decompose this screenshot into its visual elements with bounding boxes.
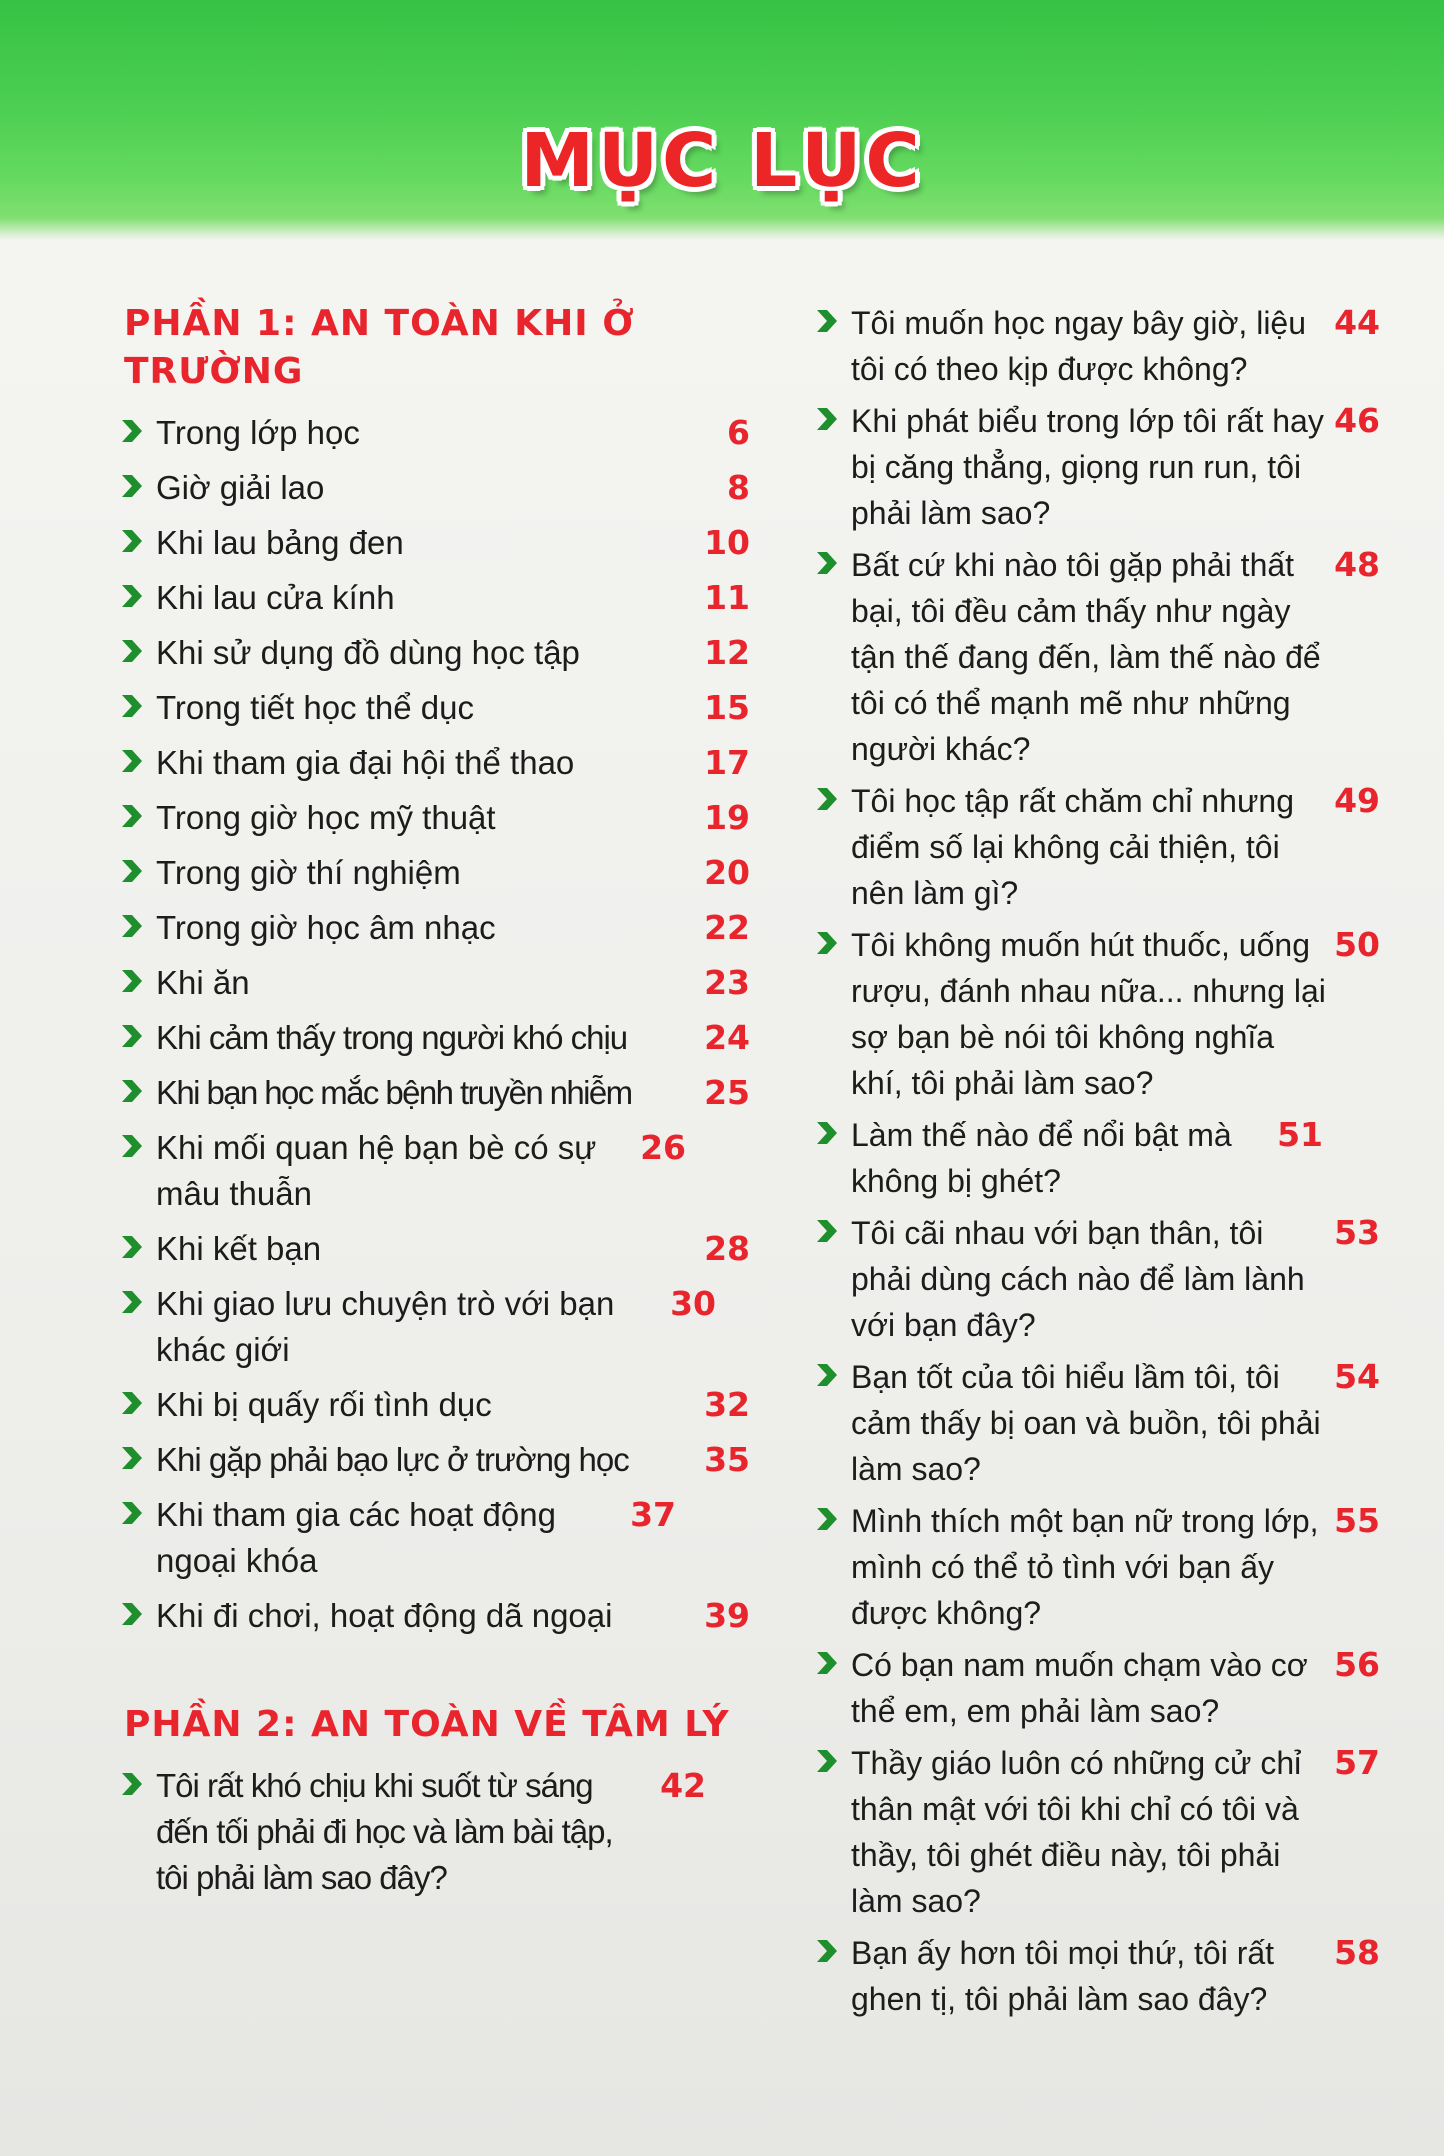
toc-entry-page: 56 [1334, 1645, 1380, 1684]
toc-entry-page: 10 [704, 523, 750, 562]
chevron-right-icon [815, 1112, 847, 1154]
toc-entry[interactable] [120, 1015, 750, 1061]
section-title-part-2: PHẦN 2: AN TOÀN VỀ TÂM LÝ [124, 1704, 730, 1745]
toc-list-part-1 [120, 410, 750, 1639]
toc-entry-text: Bạn ấy hơn tôi mọi thứ, tôi rất ghen tị, tôi phải làm sao đây? [851, 1935, 1275, 2017]
toc-entry-page: 24 [704, 1018, 750, 1057]
toc-entry-page: 28 [704, 1229, 750, 1268]
toc-entry[interactable] [815, 922, 1380, 1106]
toc-entry-page: 32 [704, 1385, 750, 1424]
page-title: MỤC LỤC [520, 118, 924, 204]
chevron-right-icon [120, 520, 152, 562]
toc-entry-text: Bạn tốt của tôi hiểu lầm tôi, tôi cảm thấy bị oan và buồn, tôi phải làm sao? [851, 1359, 1321, 1487]
toc-entry-text: Khi bị quấy rối tình dục [156, 1386, 492, 1423]
chevron-right-icon [815, 1930, 847, 1972]
toc-entry-text: Trong tiết học thể dục [156, 689, 474, 726]
toc-entry-text: Tôi rất khó chịu khi suốt từ sáng đến tối phải đi học và làm bài tập, tôi phải làm sao đây? [156, 1767, 613, 1896]
chevron-right-icon [815, 1354, 847, 1396]
toc-list-part-2-right [815, 300, 1380, 2022]
toc-entry[interactable] [815, 778, 1380, 916]
toc-entry[interactable] [120, 465, 750, 511]
toc-entry[interactable] [120, 1492, 750, 1584]
toc-entry[interactable] [120, 685, 750, 731]
toc-entry-text: Khi giao lưu chuyện trò với bạn khác giới [156, 1285, 615, 1368]
toc-entry-text: Khi lau bảng đen [156, 524, 404, 561]
toc-entry-text: Tôi cãi nhau với bạn thân, tôi phải dùng cách nào để làm lành với bạn đây? [851, 1215, 1305, 1343]
chevron-right-icon [120, 1125, 152, 1167]
chevron-right-icon [815, 542, 847, 584]
toc-right-column [815, 300, 1380, 2028]
toc-entry-page: 46 [1334, 401, 1380, 440]
chevron-right-icon [120, 1070, 152, 1112]
toc-entry-text: Trong giờ thí nghiệm [156, 854, 461, 891]
toc-entry-page: 44 [1334, 303, 1380, 342]
toc-entry-page: 55 [1334, 1501, 1380, 1540]
toc-list-part-2-left [120, 1763, 750, 1901]
chevron-right-icon [120, 850, 152, 892]
toc-entry[interactable] [815, 1642, 1380, 1734]
chevron-right-icon [120, 1015, 152, 1057]
toc-entry[interactable] [120, 960, 750, 1006]
toc-entry[interactable] [120, 1281, 750, 1373]
chevron-right-icon [120, 1226, 152, 1268]
chevron-right-icon [120, 575, 152, 617]
chevron-right-icon [120, 1437, 152, 1479]
chevron-right-icon [120, 410, 152, 452]
toc-entry-page: 53 [1334, 1213, 1380, 1252]
toc-entry[interactable] [815, 1354, 1380, 1492]
toc-entry[interactable] [120, 1382, 750, 1428]
toc-entry-page: 15 [704, 688, 750, 727]
toc-entry-page: 26 [640, 1128, 686, 1167]
toc-entry-text: Thầy giáo luôn có những cử chỉ thân mật với tôi khi chỉ có tôi và thầy, tôi ghét điều này, tôi phải làm sao? [851, 1745, 1302, 1919]
chevron-right-icon [120, 630, 152, 672]
toc-entry-text: Mình thích một bạn nữ trong lớp, mình có thể tỏ tình với bạn ấy được không? [851, 1503, 1319, 1631]
toc-entry-text: Tôi không muốn hút thuốc, uống rượu, đánh nhau nữa... nhưng lại sợ bạn bè nói tôi không nghĩa khí, tôi phải làm sao? [851, 927, 1326, 1101]
toc-entry-page: 25 [704, 1073, 750, 1112]
toc-entry[interactable] [815, 1210, 1380, 1348]
chevron-right-icon [120, 740, 152, 782]
toc-entry-page: 30 [670, 1284, 716, 1323]
toc-entry-page: 42 [660, 1766, 706, 1805]
chevron-right-icon [120, 795, 152, 837]
toc-entry-page: 57 [1334, 1743, 1380, 1782]
toc-left-column [120, 300, 750, 1910]
toc-entry[interactable] [120, 905, 750, 951]
toc-entry-page: 11 [704, 578, 750, 617]
toc-entry-text: Khi cảm thấy trong người khó chịu [156, 1019, 628, 1056]
toc-entry-page: 22 [704, 908, 750, 947]
toc-entry-page: 54 [1334, 1357, 1380, 1396]
toc-entry-page: 48 [1334, 545, 1380, 584]
toc-entry[interactable] [120, 850, 750, 896]
toc-entry-text: Khi tham gia các hoạt động ngoại khóa [156, 1496, 556, 1579]
chevron-right-icon [120, 960, 152, 1002]
toc-entry-text: Khi tham gia đại hội thể thao [156, 744, 575, 781]
toc-entry-text: Có bạn nam muốn chạm vào cơ thể em, em phải làm sao? [851, 1647, 1308, 1729]
toc-entry[interactable] [120, 630, 750, 676]
toc-entry[interactable] [120, 1070, 750, 1116]
toc-entry[interactable] [120, 1226, 750, 1272]
toc-entry[interactable] [815, 1930, 1380, 2022]
chevron-right-icon [120, 1763, 152, 1805]
toc-entry[interactable] [120, 1763, 750, 1901]
toc-entry[interactable] [120, 1125, 750, 1217]
toc-entry-page: 35 [704, 1440, 750, 1479]
chevron-right-icon [120, 685, 152, 727]
toc-entry-text: Giờ giải lao [156, 469, 325, 506]
chevron-right-icon [120, 1281, 152, 1323]
toc-entry[interactable] [815, 1740, 1380, 1924]
toc-entry[interactable] [120, 795, 750, 841]
toc-entry-text: Tôi học tập rất chăm chỉ nhưng điểm số lại không cải thiện, tôi nên làm gì? [851, 783, 1294, 911]
toc-entry[interactable] [120, 1437, 750, 1483]
chevron-right-icon [120, 905, 152, 947]
toc-entry-text: Trong giờ học âm nhạc [156, 909, 496, 946]
chevron-right-icon [815, 1642, 847, 1684]
toc-entry-text: Trong lớp học [156, 414, 360, 451]
toc-entry-text: Bất cứ khi nào tôi gặp phải thất bại, tôi đều cảm thấy như ngày tận thế đang đến, làm thế nào để tôi có thể mạnh mẽ như những người khác? [851, 547, 1321, 767]
toc-entry-text: Làm thế nào để nổi bật mà không bị ghét? [851, 1117, 1232, 1199]
toc-entry[interactable] [815, 1498, 1380, 1636]
toc-entry-text: Tôi muốn học ngay bây giờ, liệu tôi có theo kịp được không? [851, 305, 1307, 387]
toc-entry[interactable] [815, 300, 1380, 392]
toc-entry-page: 39 [704, 1596, 750, 1635]
toc-entry-text: Khi ăn [156, 964, 250, 1001]
chevron-right-icon [120, 1382, 152, 1424]
toc-entry-text: Khi bạn học mắc bệnh truyền nhiễm [156, 1074, 632, 1111]
toc-entry-page: 50 [1334, 925, 1380, 964]
toc-entry-text: Khi phát biểu trong lớp tôi rất hay bị căng thẳng, giọng run run, tôi phải làm sao? [851, 403, 1324, 531]
chevron-right-icon [120, 1492, 152, 1534]
chevron-right-icon [120, 1593, 152, 1635]
toc-entry-text: Khi mối quan hệ bạn bè có sự mâu thuẫn [156, 1129, 597, 1212]
toc-entry-text: Khi lau cửa kính [156, 579, 395, 616]
toc-entry[interactable] [120, 740, 750, 786]
header-banner [0, 0, 1444, 240]
toc-entry[interactable] [120, 575, 750, 621]
chevron-right-icon [815, 1498, 847, 1540]
toc-entry-text: Trong giờ học mỹ thuật [156, 799, 496, 836]
toc-entry-page: 23 [704, 963, 750, 1002]
toc-entry-page: 19 [704, 798, 750, 837]
toc-entry-page: 8 [727, 468, 750, 507]
toc-entry-page: 17 [704, 743, 750, 782]
toc-entry-page: 12 [704, 633, 750, 672]
toc-entry[interactable] [120, 410, 750, 456]
toc-entry-page: 20 [704, 853, 750, 892]
toc-entry[interactable] [120, 1593, 750, 1639]
chevron-right-icon [815, 398, 847, 440]
toc-entry-text: Khi gặp phải bạo lực ở trường học [156, 1441, 629, 1478]
toc-entry-page: 51 [1277, 1115, 1323, 1154]
chevron-right-icon [815, 922, 847, 964]
toc-entry-page: 49 [1334, 781, 1380, 820]
chevron-right-icon [120, 465, 152, 507]
chevron-right-icon [815, 1740, 847, 1782]
toc-entry-page: 6 [727, 413, 750, 452]
toc-entry[interactable] [120, 520, 750, 566]
toc-entry-page: 58 [1334, 1933, 1380, 1972]
toc-entry[interactable] [815, 1112, 1380, 1204]
toc-entry-text: Khi kết bạn [156, 1230, 322, 1267]
chevron-right-icon [815, 778, 847, 820]
section-title-part-1: PHẦN 1: AN TOÀN KHI Ở TRƯỜNG [124, 303, 635, 392]
toc-entry-page: 37 [630, 1495, 676, 1534]
chevron-right-icon [815, 300, 847, 342]
toc-entry[interactable] [815, 542, 1380, 772]
toc-entry-text: Khi sử dụng đồ dùng học tập [156, 634, 580, 671]
toc-entry[interactable] [815, 398, 1380, 536]
chevron-right-icon [815, 1210, 847, 1252]
toc-entry-text: Khi đi chơi, hoạt động dã ngoại [156, 1597, 613, 1634]
